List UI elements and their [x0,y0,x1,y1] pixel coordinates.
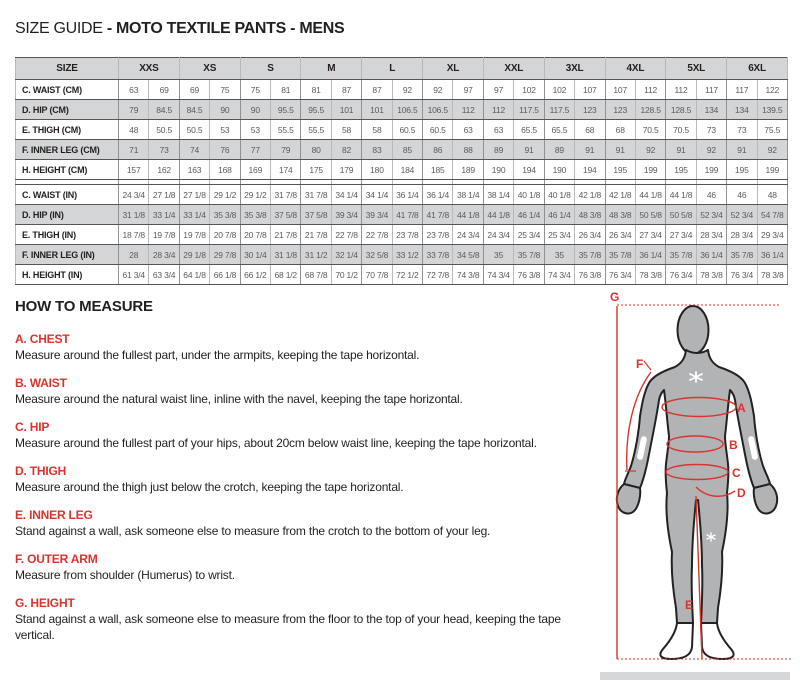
measure-item-description: Measure around the thigh just below the crotch, keeping the tape horizontal. [15,480,404,494]
size-value-cell: 22 7/8 [331,225,361,245]
size-value-cell: 53 [210,120,240,140]
size-value-cell: 50.5 [149,120,179,140]
size-value-cell: 35 3/8 [210,205,240,225]
size-value-cell: 73 [696,120,726,140]
size-value-cell: 89 [483,140,513,160]
size-value-cell: 195 [605,160,635,180]
size-value-cell: 32 1/4 [331,245,361,265]
size-value-cell: 122 [757,80,787,100]
size-value-cell: 76 3/8 [575,265,605,285]
measure-item-description: Measure around the natural waist line, inline with the navel, keeping the tape horizontal. [15,392,463,406]
measure-item [15,376,599,407]
size-value-cell: 23 7/8 [392,225,422,245]
measure-item [15,464,599,495]
size-value-cell: 168 [210,160,240,180]
table-row [16,140,788,160]
size-value-cell: 24 3/4 [119,185,149,205]
size-value-cell: 27 3/4 [635,225,665,245]
size-value-cell: 44 1/8 [635,185,665,205]
how-to-measure-heading: HOW TO MEASURE [15,298,153,315]
size-value-cell: 41 7/8 [423,205,453,225]
size-value-cell: 22 7/8 [362,225,392,245]
size-value-cell: 27 1/8 [149,185,179,205]
size-value-cell: 74 3/4 [483,265,513,285]
size-value-cell: 36 1/4 [696,245,726,265]
size-value-cell: 31 7/8 [301,185,331,205]
size-value-cell: 106.5 [392,100,422,120]
label-a: A [737,401,746,415]
label-d: D [737,486,746,500]
size-value-cell: 97 [453,80,483,100]
size-value-cell: 64 1/8 [179,265,209,285]
table-row [16,80,788,100]
size-value-cell: 69 [179,80,209,100]
size-value-cell: 50 5/8 [635,205,665,225]
size-value-cell: 107 [575,80,605,100]
size-value-cell: 36 1/4 [423,185,453,205]
size-header-xl: XL [423,58,484,80]
size-value-cell: 95.5 [271,100,301,120]
size-value-cell: 29 7/8 [210,245,240,265]
size-value-cell: 31 7/8 [271,185,301,205]
size-value-cell: 163 [179,160,209,180]
size-value-cell: 68 [605,120,635,140]
size-value-cell: 53 [240,120,270,140]
size-value-cell: 58 [362,120,392,140]
table-row [16,245,788,265]
size-value-cell: 195 [727,160,757,180]
label-e: E [685,598,694,612]
size-value-cell: 128.5 [635,100,665,120]
measure-item-description: Stand against a wall, ask someone else to measure from the floor to the top of your head, keeping the tape vertical. [15,612,561,642]
size-value-cell: 76 [210,140,240,160]
size-value-cell: 106.5 [423,100,453,120]
size-value-cell: 79 [119,100,149,120]
label-b: B [729,438,738,452]
size-table-section [15,57,788,285]
size-value-cell: 162 [149,160,179,180]
size-header-s: S [240,58,301,80]
size-value-cell: 190 [483,160,513,180]
size-value-cell: 31 1/8 [119,205,149,225]
page-title-prefix: SIZE GUIDE [15,20,103,37]
size-value-cell: 194 [514,160,544,180]
size-value-cell: 117 [696,80,726,100]
row-label: E. THIGH (IN) [16,225,119,245]
size-value-cell: 89 [544,140,574,160]
size-value-cell: 20 7/8 [240,225,270,245]
size-value-cell: 34 1/4 [362,185,392,205]
size-value-cell: 31 1/2 [301,245,331,265]
size-value-cell: 60.5 [392,120,422,140]
size-value-cell: 70.5 [635,120,665,140]
size-value-cell: 34 1/4 [331,185,361,205]
size-value-cell: 60.5 [423,120,453,140]
size-value-cell: 70.5 [666,120,696,140]
size-value-cell: 38 1/4 [453,185,483,205]
size-value-cell: 91 [514,140,544,160]
size-value-cell: 180 [362,160,392,180]
size-value-cell: 73 [149,140,179,160]
size-value-cell: 175 [301,160,331,180]
size-value-cell: 34 5/8 [453,245,483,265]
measure-item [15,332,599,363]
size-value-cell: 112 [453,100,483,120]
size-value-cell: 58 [331,120,361,140]
size-value-cell: 61 3/4 [119,265,149,285]
size-value-cell: 174 [271,160,301,180]
size-value-cell: 84.5 [179,100,209,120]
size-value-cell: 37 5/8 [271,205,301,225]
size-value-cell: 20 7/8 [210,225,240,245]
size-value-cell: 112 [666,80,696,100]
size-value-cell: 25 3/4 [514,225,544,245]
measure-item-description: Measure from shoulder (Humerus) to wrist. [15,568,235,582]
measure-item-title: C. HIP [15,420,50,434]
size-value-cell: 92 [635,140,665,160]
size-value-cell: 46 [727,185,757,205]
measure-item-title: E. INNER LEG [15,508,93,522]
size-value-cell: 52 3/4 [727,205,757,225]
how-to-measure-items [15,332,599,643]
row-label: C. WAIST (IN) [16,185,119,205]
size-value-cell: 23 7/8 [423,225,453,245]
size-value-cell: 76 3/4 [727,265,757,285]
size-value-cell: 66 1/8 [210,265,240,285]
how-to-measure-section [15,298,599,656]
size-value-cell: 28 3/4 [696,225,726,245]
size-value-cell: 107 [605,80,635,100]
size-value-cell: 75 [240,80,270,100]
size-value-cell: 28 3/4 [727,225,757,245]
size-value-cell: 78 3/8 [757,265,787,285]
size-value-cell: 66 1/2 [240,265,270,285]
measure-item [15,596,599,643]
size-value-cell: 35 7/8 [575,245,605,265]
size-value-cell: 21 7/8 [271,225,301,245]
size-table-header [16,58,788,80]
size-value-cell: 112 [483,100,513,120]
size-value-cell: 50 5/8 [666,205,696,225]
size-value-cell: 77 [240,140,270,160]
size-value-cell: 86 [423,140,453,160]
size-value-cell: 92 [392,80,422,100]
size-value-cell: 92 [757,140,787,160]
size-value-cell: 84.5 [149,100,179,120]
measure-item-title: D. THIGH [15,464,67,478]
size-value-cell: 26 3/4 [575,225,605,245]
size-value-cell: 91 [666,140,696,160]
size-table [15,57,788,285]
size-value-cell: 72 7/8 [423,265,453,285]
size-value-cell: 63 [483,120,513,140]
size-header-6xl: 6XL [727,58,788,80]
size-value-cell: 101 [362,100,392,120]
size-value-cell: 70 7/8 [362,265,392,285]
size-value-cell: 194 [575,160,605,180]
size-value-cell: 65.5 [544,120,574,140]
size-header-xxl: XXL [483,58,544,80]
size-value-cell: 73 [727,120,757,140]
row-label: C. WAIST (CM) [16,80,119,100]
size-value-cell: 35 7/8 [514,245,544,265]
size-value-cell: 179 [331,160,361,180]
size-value-cell: 102 [544,80,574,100]
size-value-cell: 40 1/8 [544,185,574,205]
size-value-cell: 44 1/8 [666,185,696,205]
row-label: F. INNER LEG (CM) [16,140,119,160]
size-value-cell: 29 3/4 [757,225,787,245]
size-value-cell: 35 7/8 [666,245,696,265]
size-value-cell: 36 1/4 [635,245,665,265]
size-value-cell: 87 [362,80,392,100]
table-row [16,225,788,245]
label-g: G [610,290,620,304]
size-value-cell: 117 [727,80,757,100]
size-value-cell: 72 1/2 [392,265,422,285]
row-label: E. THIGH (CM) [16,120,119,140]
size-value-cell: 85 [392,140,422,160]
measure-item-title: G. HEIGHT [15,596,75,610]
size-value-cell: 26 3/4 [605,225,635,245]
size-value-cell: 123 [605,100,635,120]
size-value-cell: 33 7/8 [423,245,453,265]
size-value-cell: 30 1/4 [240,245,270,265]
size-value-cell: 39 3/4 [331,205,361,225]
size-value-cell: 81 [301,80,331,100]
size-value-cell: 81 [271,80,301,100]
left-hand-icon [617,484,640,513]
size-value-cell: 28 3/4 [149,245,179,265]
size-value-cell: 25 3/4 [544,225,574,245]
size-value-cell: 40 1/8 [514,185,544,205]
size-value-cell: 79 [271,140,301,160]
size-value-cell: 50.5 [179,120,209,140]
measure-item-title: B. WAIST [15,376,67,390]
size-value-cell: 76 3/4 [666,265,696,285]
measure-item-description: Measure around the fullest part, under the armpits, keeping the tape horizontal. [15,348,420,362]
size-value-cell: 35 3/8 [240,205,270,225]
size-value-cell: 189 [453,160,483,180]
body-diagram [595,288,800,680]
size-value-cell: 48 3/8 [605,205,635,225]
shoes-icon [660,623,733,659]
size-value-cell: 184 [392,160,422,180]
size-value-cell: 185 [423,160,453,180]
row-label: D. HIP (CM) [16,100,119,120]
size-value-cell: 68 7/8 [301,265,331,285]
size-corner-header: SIZE [16,58,119,80]
size-value-cell: 199 [635,160,665,180]
measure-item-title: A. CHEST [15,332,70,346]
size-value-cell: 36 1/4 [392,185,422,205]
size-value-cell: 29 1/8 [179,245,209,265]
size-value-cell: 35 7/8 [605,245,635,265]
size-value-cell: 37 5/8 [301,205,331,225]
measure-item [15,420,599,451]
size-value-cell: 117.5 [514,100,544,120]
size-value-cell: 69 [149,80,179,100]
size-value-cell: 112 [635,80,665,100]
size-value-cell: 87 [331,80,361,100]
row-label: H. HEIGHT (IN) [16,265,119,285]
size-value-cell: 21 7/8 [301,225,331,245]
size-value-cell: 27 1/8 [179,185,209,205]
size-value-cell: 157 [119,160,149,180]
size-value-cell: 65.5 [514,120,544,140]
size-value-cell: 128.5 [666,100,696,120]
table-row [16,205,788,225]
size-value-cell: 46 [696,185,726,205]
size-value-cell: 134 [696,100,726,120]
size-value-cell: 35 7/8 [727,245,757,265]
size-value-cell: 31 1/8 [271,245,301,265]
measure-item [15,508,599,539]
size-value-cell: 18 7/8 [119,225,149,245]
size-value-cell: 88 [453,140,483,160]
size-value-cell: 36 1/4 [757,245,787,265]
row-label: H. HEIGHT (CM) [16,160,119,180]
size-value-cell: 24 3/4 [483,225,513,245]
table-row [16,100,788,120]
size-value-cell: 91 [727,140,757,160]
size-value-cell: 74 [179,140,209,160]
size-header-l: L [362,58,423,80]
size-value-cell: 55.5 [301,120,331,140]
size-value-cell: 74 3/4 [544,265,574,285]
size-value-cell: 76 3/4 [605,265,635,285]
size-value-cell: 74 3/8 [453,265,483,285]
size-value-cell: 63 [119,80,149,100]
size-value-cell: 90 [210,100,240,120]
size-value-cell: 41 7/8 [392,205,422,225]
size-value-cell: 38 1/4 [483,185,513,205]
size-value-cell: 42 1/8 [575,185,605,205]
table-row [16,185,788,205]
size-value-cell: 169 [240,160,270,180]
size-value-cell: 97 [483,80,513,100]
size-value-cell: 32 5/8 [362,245,392,265]
size-value-cell: 78 3/8 [696,265,726,285]
size-value-cell: 195 [666,160,696,180]
size-value-cell: 90 [240,100,270,120]
size-value-cell: 54 7/8 [757,205,787,225]
size-table-header-row [16,58,788,80]
size-value-cell: 83 [362,140,392,160]
table-row [16,160,788,180]
size-value-cell: 19 7/8 [149,225,179,245]
size-value-cell: 95.5 [301,100,331,120]
table-row [16,120,788,140]
size-value-cell: 24 3/4 [453,225,483,245]
table-row [16,265,788,285]
size-value-cell: 80 [301,140,331,160]
size-value-cell: 63 [453,120,483,140]
measure-item-description: Stand against a wall, ask someone else to measure from the crotch to the bottom of your leg. [15,524,491,538]
size-value-cell: 29 1/2 [240,185,270,205]
size-value-cell: 35 [483,245,513,265]
size-value-cell: 48 [119,120,149,140]
size-value-cell: 68 [575,120,605,140]
size-value-cell: 33 1/2 [392,245,422,265]
size-header-5xl: 5XL [666,58,727,80]
row-label: F. INNER LEG (IN) [16,245,119,265]
size-value-cell: 44 1/8 [483,205,513,225]
size-value-cell: 29 1/2 [210,185,240,205]
size-value-cell: 102 [514,80,544,100]
size-header-m: M [301,58,362,80]
size-value-cell: 91 [605,140,635,160]
size-value-cell: 134 [727,100,757,120]
size-value-cell: 33 1/4 [149,205,179,225]
page-title [15,20,344,38]
size-value-cell: 123 [575,100,605,120]
outer-arm-tick-top [644,361,651,370]
measure-figure [595,288,800,680]
size-value-cell: 75.5 [757,120,787,140]
size-value-cell: 101 [331,100,361,120]
size-value-cell: 71 [119,140,149,160]
size-value-cell: 19 7/8 [179,225,209,245]
bottom-partial-bar [600,672,790,680]
size-header-4xl: 4XL [605,58,666,80]
size-value-cell: 76 3/8 [514,265,544,285]
size-value-cell: 35 [544,245,574,265]
right-hand-icon [754,484,777,513]
size-value-cell: 78 3/8 [635,265,665,285]
size-value-cell: 55.5 [271,120,301,140]
page-title-main: - MOTO TEXTILE PANTS - MENS [102,20,345,37]
size-value-cell: 63 3/4 [149,265,179,285]
size-value-cell: 92 [696,140,726,160]
size-header-xxs: XXS [119,58,180,80]
size-header-xs: XS [179,58,240,80]
row-label: D. HIP (IN) [16,205,119,225]
size-value-cell: 42 1/8 [605,185,635,205]
measure-item-title: F. OUTER ARM [15,552,98,566]
size-value-cell: 92 [423,80,453,100]
size-value-cell: 82 [331,140,361,160]
size-value-cell: 33 1/4 [179,205,209,225]
size-value-cell: 48 3/8 [575,205,605,225]
size-value-cell: 52 3/4 [696,205,726,225]
size-value-cell: 199 [696,160,726,180]
size-value-cell: 139.5 [757,100,787,120]
size-value-cell: 199 [757,160,787,180]
size-value-cell: 39 3/4 [362,205,392,225]
size-table-body [16,80,788,285]
size-value-cell: 75 [210,80,240,100]
size-value-cell: 46 1/4 [544,205,574,225]
measure-item [15,552,599,583]
size-value-cell: 91 [575,140,605,160]
size-value-cell: 44 1/8 [453,205,483,225]
label-c: C [732,466,741,480]
size-value-cell: 117.5 [544,100,574,120]
size-value-cell: 68 1/2 [271,265,301,285]
size-value-cell: 46 1/4 [514,205,544,225]
size-header-3xl: 3XL [544,58,605,80]
size-value-cell: 48 [757,185,787,205]
size-value-cell: 27 3/4 [666,225,696,245]
size-value-cell: 190 [544,160,574,180]
measure-item-description: Measure around the fullest part of your hips, about 20cm below waist line, keeping the tape horizontal. [15,436,537,450]
size-value-cell: 28 [119,245,149,265]
size-value-cell: 70 1/2 [331,265,361,285]
label-f: F [636,357,644,371]
